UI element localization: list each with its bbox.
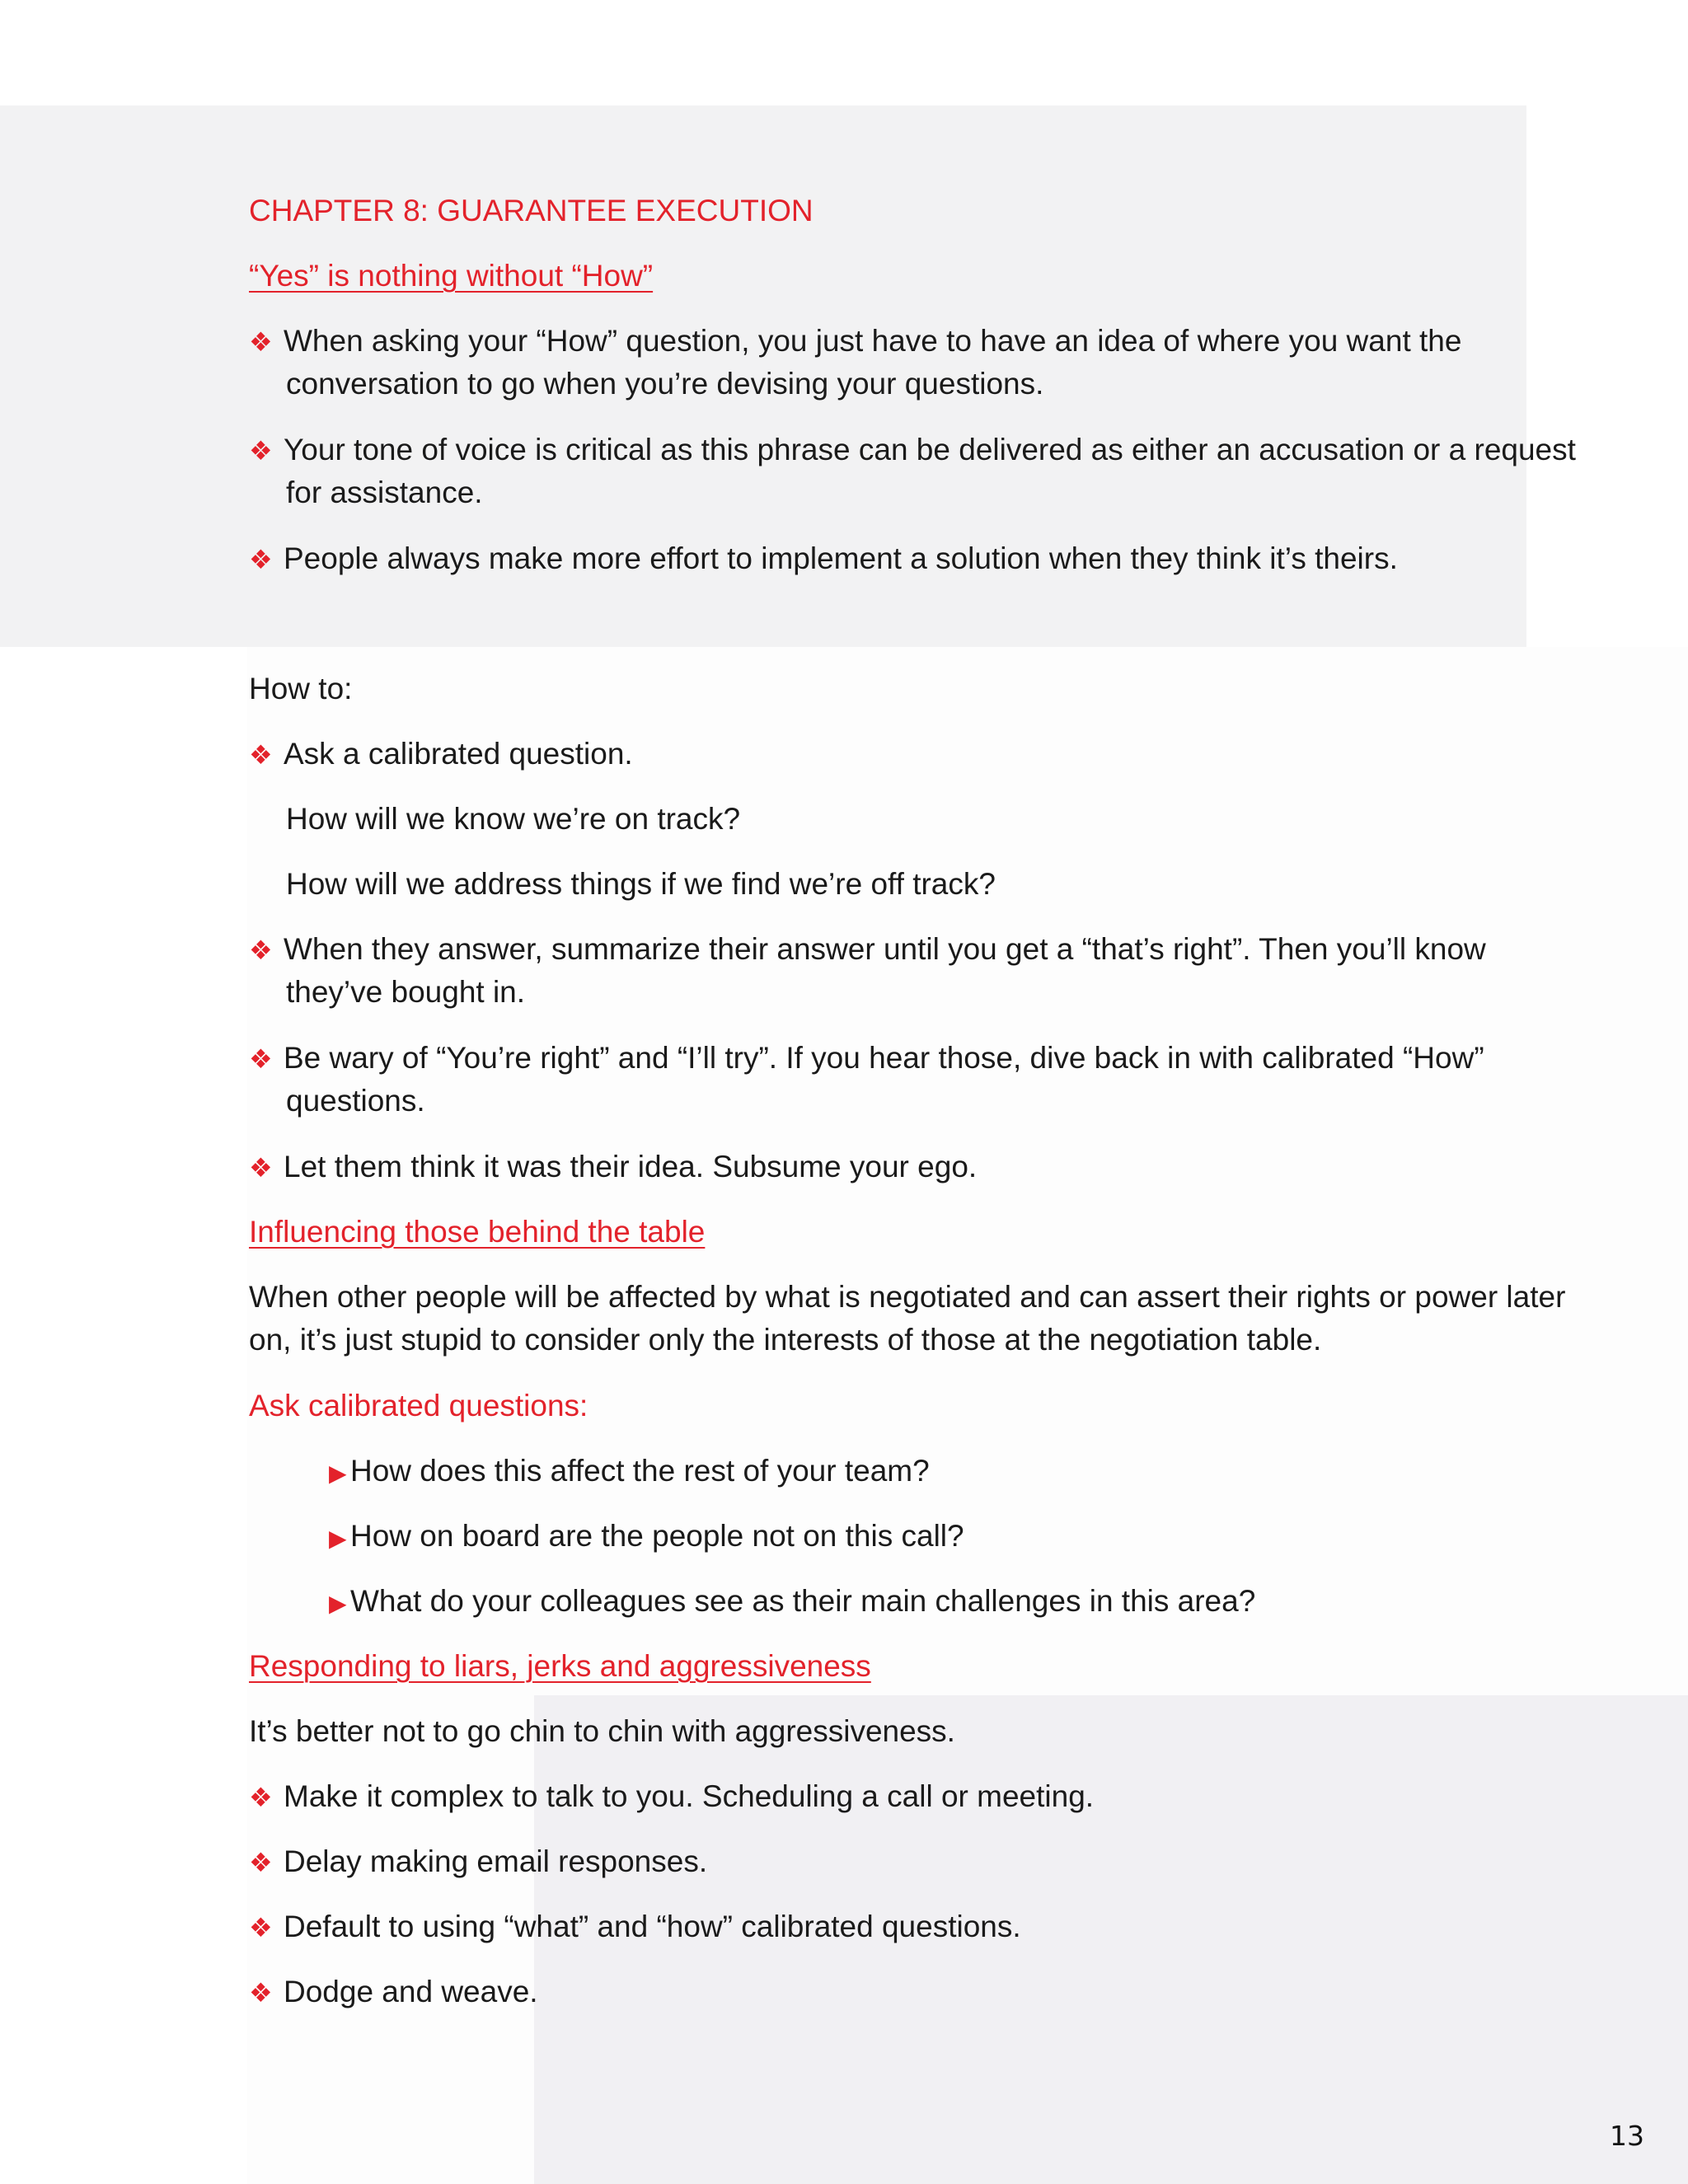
section-heading-responding: Responding to liars, jerks and aggressiveness (249, 1649, 871, 1683)
example-question: How will we address things if we find we’re off track? (286, 867, 996, 901)
bullet-item (249, 319, 1461, 364)
bullet-item (249, 1970, 538, 2015)
triangle-bullet-icon: ▶ (329, 1526, 347, 1551)
diamond-bullet-icon: ❖ (249, 1913, 273, 1943)
bullet-continuation: questions. (286, 1084, 425, 1118)
bullet-item (249, 732, 633, 777)
bullet-item (249, 927, 1486, 972)
howto-label: How to: (249, 672, 353, 705)
paragraph-line: on, it’s just stupid to consider only the interests of those at the negotiation table. (249, 1323, 1322, 1357)
bullet-text: When they answer, summarize their answer until you get a “that’s right”. Then you’ll know (284, 932, 1486, 966)
diamond-bullet-icon: ❖ (249, 1783, 273, 1812)
question-text: What do your colleagues see as their main challenges in this area? (350, 1584, 1256, 1618)
diamond-bullet-icon: ❖ (249, 740, 273, 770)
bullet-continuation: they’ve bought in. (286, 975, 526, 1009)
bullet-text: Be wary of “You’re right” and “I’ll try”. If you hear those, dive back in with calibrated “How” (284, 1041, 1484, 1075)
bullet-continuation: conversation to go when you’re devising your questions. (286, 367, 1044, 401)
paragraph-line: When other people will be affected by what is negotiated and can assert their rights or power later (249, 1280, 1566, 1314)
triangle-bullet-icon: ▶ (329, 1460, 347, 1486)
bullet-text: Dodge and weave. (284, 1975, 538, 2008)
question-text: How does this affect the rest of your team? (350, 1454, 930, 1488)
diamond-bullet-icon: ❖ (249, 545, 273, 574)
question-item (329, 1449, 930, 1495)
paragraph-line: It’s better not to go chin to chin with aggressiveness. (249, 1714, 955, 1748)
bullet-item (249, 537, 1398, 582)
bullet-text: When asking your “How” question, you just have to have an idea of where you want the (284, 324, 1462, 358)
bullet-text: Default to using “what” and “how” calibrated questions. (284, 1910, 1021, 1943)
diamond-bullet-icon: ❖ (249, 327, 273, 357)
question-item (329, 1514, 964, 1560)
diamond-bullet-icon: ❖ (249, 436, 273, 466)
diamond-bullet-icon: ❖ (249, 1153, 273, 1183)
bullet-text: Let them think it was their idea. Subsume your ego. (284, 1150, 978, 1183)
example-question: How will we know we’re on track? (286, 802, 741, 836)
diamond-bullet-icon: ❖ (249, 935, 273, 965)
bullet-text: Your tone of voice is critical as this phrase can be delivered as either an accusation or a request (284, 433, 1576, 466)
bullet-continuation: for assistance. (286, 476, 483, 509)
diamond-bullet-icon: ❖ (249, 1848, 273, 1877)
bullet-text: Make it complex to talk to you. Scheduling a call or meeting. (284, 1779, 1095, 1813)
bullet-item (249, 428, 1576, 473)
section-heading-yes-how: “Yes” is nothing without “How” (249, 259, 654, 293)
diamond-bullet-icon: ❖ (249, 1044, 273, 1074)
bullet-text: Ask a calibrated question. (284, 737, 633, 771)
subheading-ask-calibrated: Ask calibrated questions: (249, 1389, 588, 1422)
page-number: 13 (1610, 2120, 1644, 2152)
bullet-item (249, 1840, 707, 1885)
bullet-item (249, 1774, 1094, 1820)
triangle-bullet-icon: ▶ (329, 1591, 347, 1616)
chapter-title: CHAPTER 8: GUARANTEE EXECUTION (249, 194, 814, 227)
bullet-text: Delay making email responses. (284, 1844, 708, 1878)
bullet-text: People always make more effort to implement a solution when they think it’s theirs. (284, 541, 1398, 575)
bullet-item (249, 1145, 977, 1190)
diamond-bullet-icon: ❖ (249, 1978, 273, 2008)
question-item (329, 1579, 1255, 1625)
bullet-item (249, 1905, 1021, 1950)
section-heading-influencing: Influencing those behind the table (249, 1215, 706, 1249)
question-text: How on board are the people not on this call? (350, 1519, 964, 1553)
bullet-item (249, 1036, 1484, 1081)
